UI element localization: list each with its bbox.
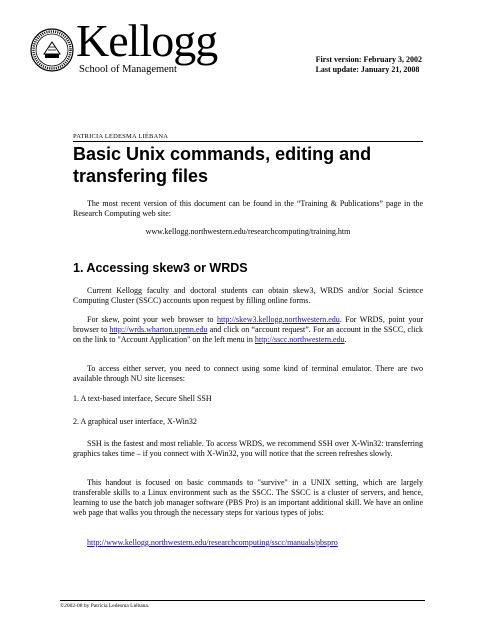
p2-text-d: .	[344, 335, 347, 344]
intro-paragraph: The most recent version of this document can be found in the “Training & Publications” page in the Research Computing web site:	[73, 199, 423, 218]
footer-copyright: ©2002-08 by Patricia Ledesma Liébana.	[60, 603, 150, 609]
skew3-link[interactable]: http://skew3.kellogg.northwestern.edu	[216, 315, 340, 324]
logo-subtitle: School of Management	[79, 64, 177, 75]
list-item: 2. A graphical user interface, X-Win32	[73, 417, 197, 426]
p2-text-a: For skew, point your web browser to	[87, 315, 217, 324]
version-info	[316, 55, 422, 75]
list-item: 1. A text-based interface, Secure Shell SSH	[73, 394, 212, 403]
logo-wordmark: Kellogg	[76, 15, 218, 66]
p2-text-b: . For WRDS, point your browser to	[73, 315, 423, 334]
paragraph-terminal: To access either server, you need to connect using some kind of terminal emulator. There are two available through NU site licenses:	[73, 364, 423, 383]
paragraph-accounts: Current Kellogg faculty and doctoral students can obtain skew3, WRDS and/or Social Science Computing Cluster (SSCC) accounts upon request by filling online forms.	[73, 286, 423, 305]
paragraph-handout: This handout is focused on basic commands to "survive" in a UNIX setting, which are largely transferable skills to a Linux environment such as the SSCC. The SSCC is a cluster of servers, and hence, learning to use the batch job manager software (PBS Pro) is an important additional skill. We have an online web page that walks you through the necessary steps for various types of jobs:	[73, 478, 423, 517]
wrds-link[interactable]: http://wrds.wharton.upenn.edu	[109, 325, 208, 334]
pbspro-link[interactable]: http://www.kellogg.northwestern.edu/researchcomputing/sscc/manuals/pbspro	[87, 538, 338, 547]
page-title: Basic Unix commands, editing and transfering files	[73, 144, 372, 186]
p2-text-c: and click on “account request”. For an account in the SSCC, click on the link to "Account Application" on the left menu in	[73, 325, 423, 344]
sscc-link[interactable]: http://sscc.northwestern.edu	[254, 335, 345, 344]
header-divider	[73, 141, 423, 142]
university-seal-icon	[30, 28, 74, 72]
first-version: First version: February 3, 2002	[315, 55, 422, 64]
last-update: Last update: January 21, 2008	[315, 65, 420, 74]
paragraph-web-links	[73, 315, 423, 345]
section-heading: 1. Accessing skew3 or WRDS	[73, 261, 248, 275]
intro-url: www.kellogg.northwestern.edu/researchcomputing/training.htm	[145, 227, 351, 236]
footer-divider	[60, 600, 425, 601]
paragraph-ssh: SSH is the fastest and most reliable. To access WRDS, we recommend SSH over X-Win32: transferring graphics takes time – if you connect with X-Win32, you will notice that the screen refreshes slowly.	[73, 439, 423, 458]
author-name: PATRICIA LEDESMA LIÉBANA	[73, 133, 169, 140]
